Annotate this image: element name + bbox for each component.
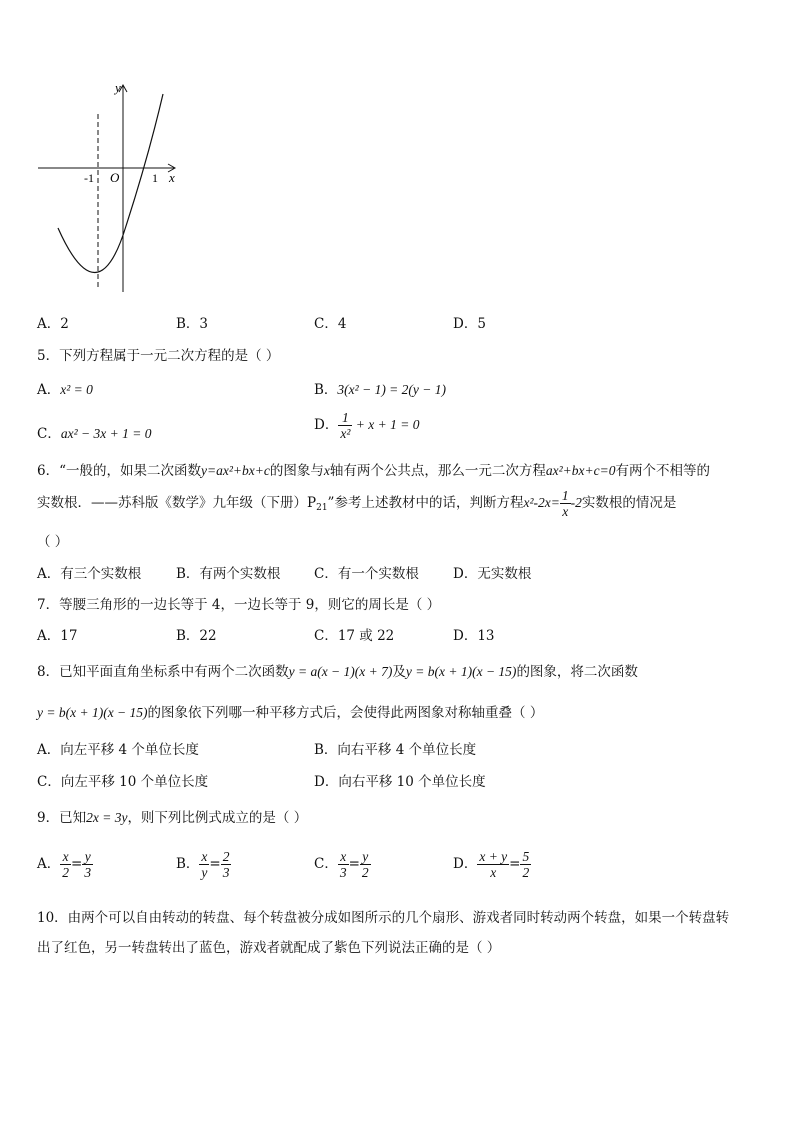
q4-option-a[interactable]: A．2 [37,316,69,332]
q9-option-a[interactable]: A． $\frac{x}{2}$ = $\frac{y}{3}$ [37,849,92,880]
y-axis-label: y [115,80,121,95]
q5-option-d-rest: + x + 1 = 0 [352,417,420,432]
q8-option-d[interactable]: D．向右平移 10 个单位长度 [314,774,486,790]
parabola-graph [30,78,190,298]
q7-option-d[interactable]: D．13 [453,628,495,644]
q10-line-1: 10．由两个可以自由转动的转盘、每个转盘被分成如图所示的几个扇形、游戏者同时转动两个转盘，如果一个转盘转 [37,910,730,926]
q8-option-b[interactable]: B．向右平移 4 个单位长度 [314,742,477,758]
q4-option-c[interactable]: C．4 [314,316,347,332]
q8-line-2: y = b(x + 1)(x − 15)的图象依下列哪一种平移方式后，会使得此两图象对称轴重叠（ ） [37,705,544,721]
q5-option-d-num: 1 [338,410,352,426]
origin-label: O [110,170,120,185]
q6-option-c[interactable]: C．有一个实数根 [314,566,419,582]
q4-option-d[interactable]: D．5 [453,316,486,332]
q8-line-1: 8．已知平面直角坐标系中有两个二次函数y = a(x − 1)(x + 7)及y = b(x + 1)(x − 15)的图象，将二次函数 [37,664,638,680]
q9-option-c[interactable]: C． $\frac{x}{3}$ = $\frac{y}{2}$ [314,849,369,880]
q5-option-d-den: x² [340,426,351,441]
tick-label-neg1: -1 [84,171,94,185]
q5-option-a-expr: x² = 0 [60,382,93,397]
q9-option-d[interactable]: D． $\frac{x + y}{x}$ = $\frac{5}{2}$ [453,849,530,880]
x-axis-label: x [169,170,175,185]
q6-option-d[interactable]: D．无实数根 [453,566,532,582]
q6-option-b[interactable]: B．有两个实数根 [176,566,281,582]
q5-option-b-label: B． [314,382,338,398]
q5-option-a-label: A． [37,382,61,398]
q5-option-c[interactable] [37,422,151,442]
q10-line-2: 出了红色，另一转盘转出了蓝色，游戏者就配成了紫色下列说法正确的是（ ） [37,940,501,956]
q4-option-b[interactable]: B．3 [176,316,209,332]
q7-option-b[interactable]: B．22 [176,628,217,644]
q5-option-d-fraction [338,410,352,441]
q9-option-b[interactable]: B． $\frac{x}{y}$ = $\frac{2}{3}$ [176,849,230,880]
q5-option-c-expr: ax² − 3x + 1 = 0 [60,426,152,441]
q5-option-d-label: D． [314,417,339,433]
q5-option-d[interactable] [314,410,419,441]
tick-label-1: 1 [152,171,158,185]
q6-option-a[interactable]: A．有三个实数根 [37,566,142,582]
q6-line-3: （ ） [37,534,69,550]
q5-option-b[interactable] [314,378,446,398]
q7-option-c[interactable]: C．17 或 22 [314,628,395,644]
q6-line-2: 实数根．——苏科版《数学》九年级（下册）$P_{21}$”参考上述教材中的话，判断方程x²-2x= $\frac{1}{x}$ -2实数根的情况是 [37,488,677,519]
q5-stem: 5．下列方程属于一元二次方程的是（ ） [37,348,280,364]
q5-option-a[interactable] [37,378,93,398]
q6-line-1: 6．“一般的，如果二次函数y=ax²+bx+c的图象与x轴有两个公共点，那么一元二次方程ax²+bx+c=0有两个不相等的 [37,463,710,479]
q9-stem: 9．已知2x = 3y，则下列比例式成立的是（ ） [37,810,308,826]
q5-option-c-label: C． [37,426,61,442]
q7-stem: 7．等腰三角形的一边长等于 4，一边长等于 9，则它的周长是（ ） [37,597,441,613]
q8-option-c[interactable]: C．向左平移 10 个单位长度 [37,774,209,790]
q6-fraction: $\frac{1}{x}$ [561,488,569,519]
q7-option-a[interactable]: A．17 [37,628,78,644]
q8-option-a[interactable]: A．向左平移 4 个单位长度 [37,742,199,758]
q5-option-b-expr: 3(x² − 1) = 2(y − 1) [337,382,447,397]
